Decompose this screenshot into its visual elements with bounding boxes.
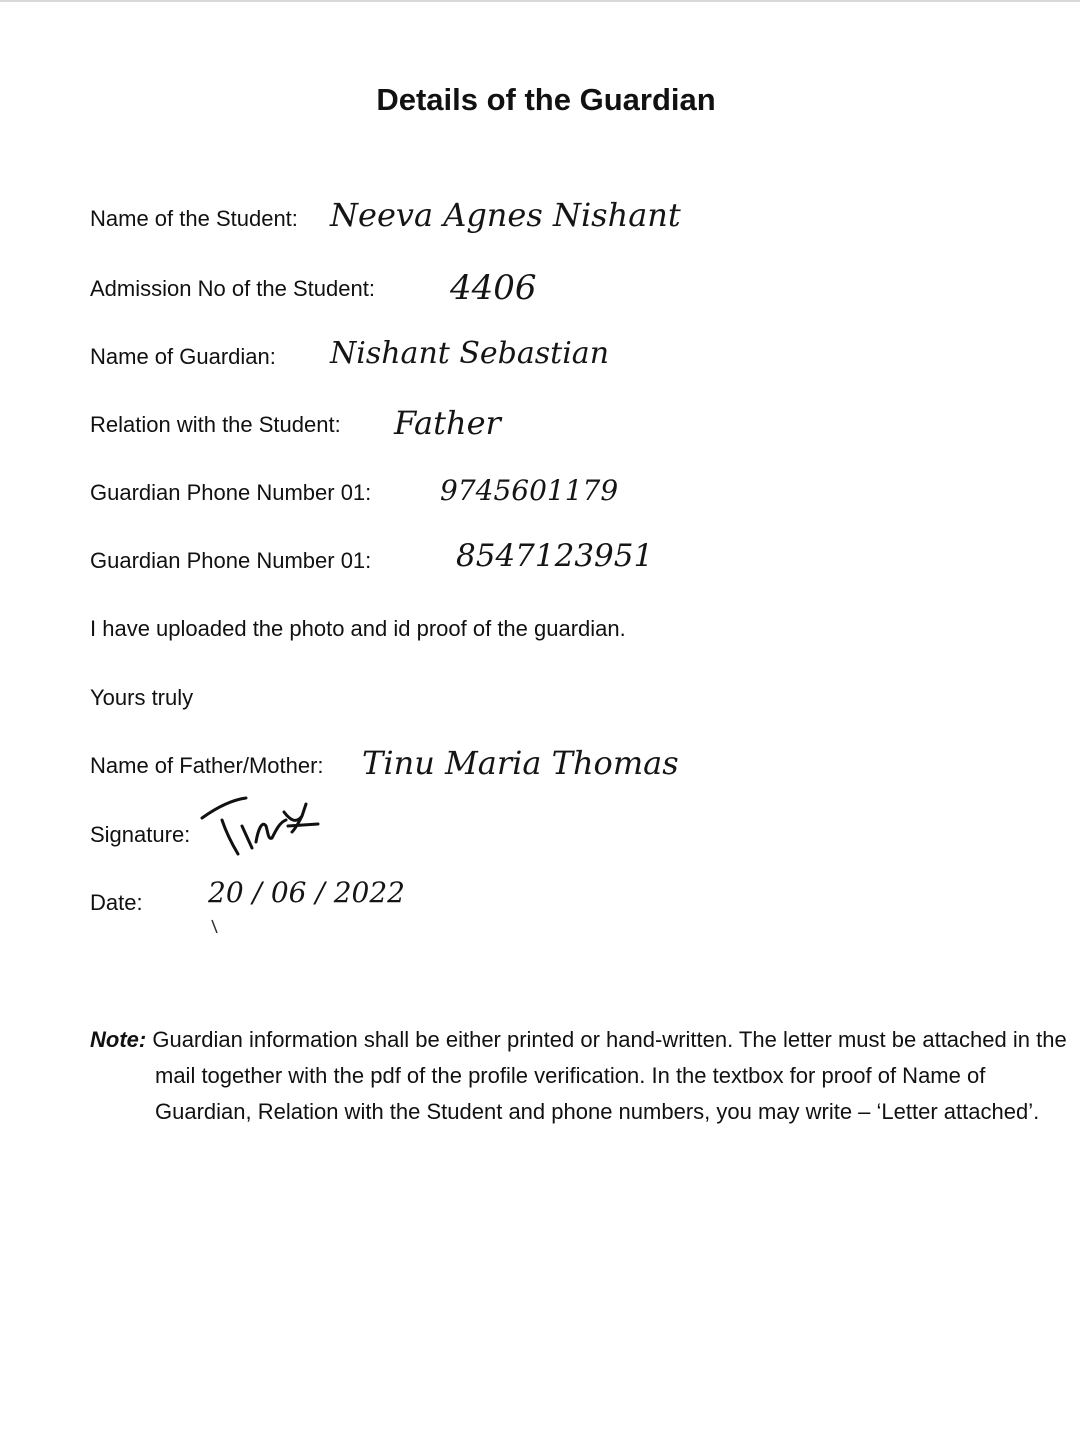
admission-number-value: 4406	[450, 268, 537, 308]
handwritten-signature	[196, 790, 326, 860]
parent-name-value: Tinu Maria Thomas	[362, 744, 679, 782]
note-label: Note:	[90, 1027, 147, 1052]
guardian-phone-2-label: Guardian Phone Number 01:	[90, 548, 372, 573]
note-paragraph	[90, 1022, 1075, 1130]
date-value: 20 / 06 / 2022	[208, 876, 405, 909]
stray-pen-mark	[208, 918, 222, 936]
document-title: Details of the Guardian	[376, 82, 716, 117]
note-text: Guardian information shall be either printed or hand-written. The letter must be attached in the mail together with the pdf of the profile verification. In the textbox for proof of Name of Guardian, Relation with the Student and phone numbers, you may write – ‘Letter attached’.	[152, 1027, 1067, 1124]
guardian-name-label: Name of Guardian:	[90, 344, 276, 369]
admission-number-label: Admission No of the Student:	[90, 276, 375, 301]
guardian-phone-1-label: Guardian Phone Number 01:	[90, 480, 372, 505]
guardian-phone-1-value: 9745601179	[440, 474, 619, 507]
page-top-border	[0, 0, 1080, 2]
relation-label: Relation with the Student:	[90, 412, 341, 437]
signature-label: Signature:	[90, 822, 191, 847]
closing-text: Yours truly	[90, 685, 194, 710]
declaration-text: I have uploaded the photo and id proof of the guardian.	[90, 616, 626, 641]
guardian-phone-2-value: 8547123951	[456, 538, 654, 574]
parent-name-label: Name of Father/Mother:	[90, 753, 324, 778]
student-name-value: Neeva Agnes Nishant	[330, 196, 681, 234]
relation-value: Father	[394, 404, 501, 442]
guardian-name-value: Nishant Sebastian	[330, 336, 610, 371]
date-label: Date:	[90, 890, 143, 915]
student-name-label: Name of the Student:	[90, 206, 298, 231]
